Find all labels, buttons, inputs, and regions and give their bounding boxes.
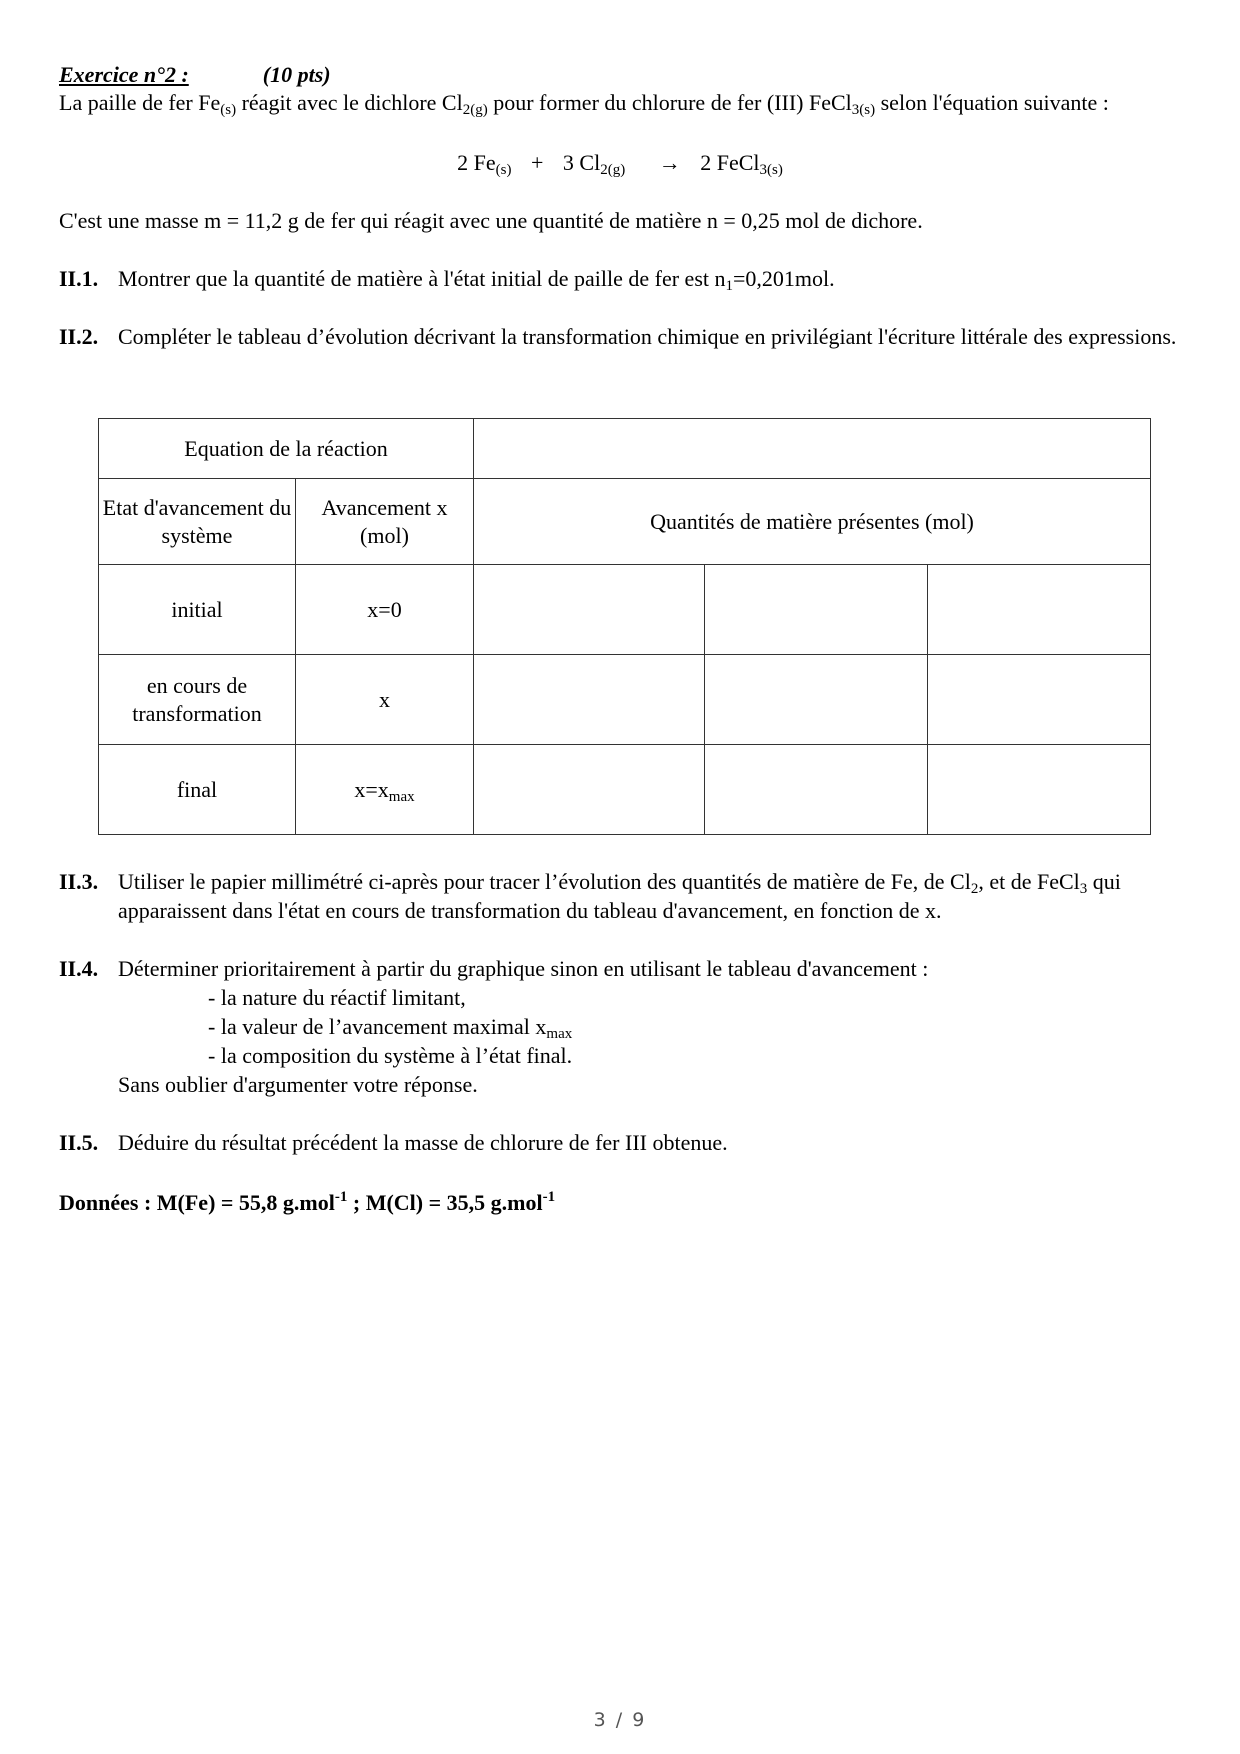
- q3-text: qui apparaissent dans l'état en cours de transformation du tableau d'avancement, en fonction de x.: [118, 869, 1121, 923]
- donnees-sup: -1: [334, 1189, 348, 1205]
- row-advance-sub: max: [388, 788, 415, 805]
- eq-fe-sub: (s): [495, 162, 512, 178]
- row-advance-text: x: [379, 686, 390, 712]
- donnees-text: ; M(Cl) = 35,5 g.mol: [347, 1190, 543, 1215]
- question-2: [59, 322, 1179, 351]
- data-sentence: C'est une masse m = 11,2 g de fer qui réagit avec une quantité de matière n = 0,25 mol de dichore.: [59, 208, 923, 233]
- eq-fe: 2 Fe: [457, 150, 496, 175]
- table-row: [99, 655, 1151, 745]
- intro-text: selon l'équation suivante :: [875, 90, 1109, 115]
- page-number: 3 / 9: [593, 1709, 647, 1731]
- donnees: [59, 1188, 555, 1217]
- quantities-header: Quantités de matière présentes (mol): [474, 479, 1151, 565]
- q3-text: Utiliser le papier millimétré ci-après pour tracer l’évolution des quantités de matière de Fe, de Cl: [118, 869, 971, 894]
- q3-sub: 3: [1079, 881, 1088, 897]
- table-row: [99, 745, 1151, 835]
- question-1: [59, 264, 1179, 293]
- question-5: [59, 1128, 1179, 1157]
- list-item-sub: max: [546, 1026, 573, 1042]
- q1-text: Montrer que la quantité de matière à l'état initial de paille de fer est n: [118, 266, 726, 291]
- quantity-cell[interactable]: [928, 655, 1151, 745]
- intro-paragraph: [59, 88, 1169, 117]
- eq-fecl-sub: 3(s): [759, 162, 783, 178]
- list-item: - la composition du système à l’état final.: [208, 1043, 573, 1068]
- row-advance: [296, 745, 474, 835]
- equation-cell[interactable]: [474, 419, 1151, 479]
- quantity-cell[interactable]: [474, 745, 705, 835]
- q1-text-end: =0,201mol.: [733, 266, 835, 291]
- intro-text: pour former du chlorure de fer (III) FeCl: [487, 90, 852, 115]
- quantity-cell[interactable]: [705, 655, 928, 745]
- question-number: II.3.: [59, 869, 99, 894]
- quantity-cell[interactable]: [705, 565, 928, 655]
- advance-header: Avancement x (mol): [296, 479, 474, 565]
- q3-text: , et de FeCl: [978, 869, 1080, 894]
- eq-arrow: →: [658, 150, 681, 175]
- exercise-label: Exercice n°2 :: [59, 62, 189, 87]
- eq-fecl: 2 FeCl: [700, 150, 760, 175]
- quantity-cell[interactable]: [928, 745, 1151, 835]
- question-number: II.2.: [59, 324, 99, 349]
- eq-cl: 3 Cl: [562, 150, 601, 175]
- row-advance-text: x=x: [354, 776, 389, 802]
- row-advance: [296, 655, 474, 745]
- equation-header: Equation de la réaction: [99, 419, 474, 479]
- row-state: final: [99, 745, 296, 835]
- table-row: [99, 565, 1151, 655]
- quantity-cell[interactable]: [474, 655, 705, 745]
- question-number: II.5.: [59, 1130, 99, 1155]
- intro-sub: 2(g): [462, 102, 488, 118]
- donnees-text: Données : M(Fe) = 55,8 g.mol: [59, 1190, 335, 1215]
- donnees-sup: -1: [542, 1189, 556, 1205]
- points-label: (10 pts): [262, 62, 331, 87]
- reaction-equation: [0, 148, 1240, 177]
- row-state: initial: [99, 565, 296, 655]
- q4-closing: Sans oublier d'argumenter votre réponse.: [118, 1072, 478, 1097]
- question-3: [59, 867, 1179, 925]
- question-number: II.4.: [59, 956, 99, 981]
- intro-sub: (s): [220, 102, 237, 118]
- exercise-title: [59, 60, 331, 89]
- question-4: [59, 954, 1179, 983]
- eq-plus: +: [530, 150, 544, 175]
- row-state: en cours de transformation: [99, 655, 296, 745]
- q3-sub: 2: [970, 881, 979, 897]
- question-text: Déterminer prioritairement à partir du graphique sinon en utilisant le tableau d'avancement :: [118, 956, 929, 981]
- question-text: Déduire du résultat précédent la masse de chlorure de fer III obtenue.: [118, 1130, 728, 1155]
- question-text: Compléter le tableau d’évolution décrivant la transformation chimique en privilégiant l'écriture littérale des expressions.: [118, 324, 1177, 349]
- question-text: [118, 867, 1179, 925]
- question-text: [118, 264, 1179, 293]
- q1-sub: 1: [725, 278, 733, 294]
- row-advance-text: x=0: [367, 596, 402, 622]
- quantity-cell[interactable]: [928, 565, 1151, 655]
- eq-cl-sub: 2(g): [600, 162, 626, 178]
- intro-sub: 3(s): [851, 102, 876, 118]
- list-item-text: - la valeur de l’avancement maximal x: [208, 1014, 547, 1039]
- list-item: - la nature du réactif limitant,: [208, 985, 466, 1010]
- intro-text: réagit avec le dichlore Cl: [236, 90, 463, 115]
- list-item: [208, 1012, 572, 1041]
- row-advance: [296, 565, 474, 655]
- quantity-cell[interactable]: [474, 565, 705, 655]
- quantity-cell[interactable]: [705, 745, 928, 835]
- question-number: II.1.: [59, 266, 99, 291]
- advancement-table: [98, 418, 1151, 835]
- state-header: Etat d'avancement du système: [99, 479, 296, 565]
- intro-text: La paille de fer Fe: [59, 90, 221, 115]
